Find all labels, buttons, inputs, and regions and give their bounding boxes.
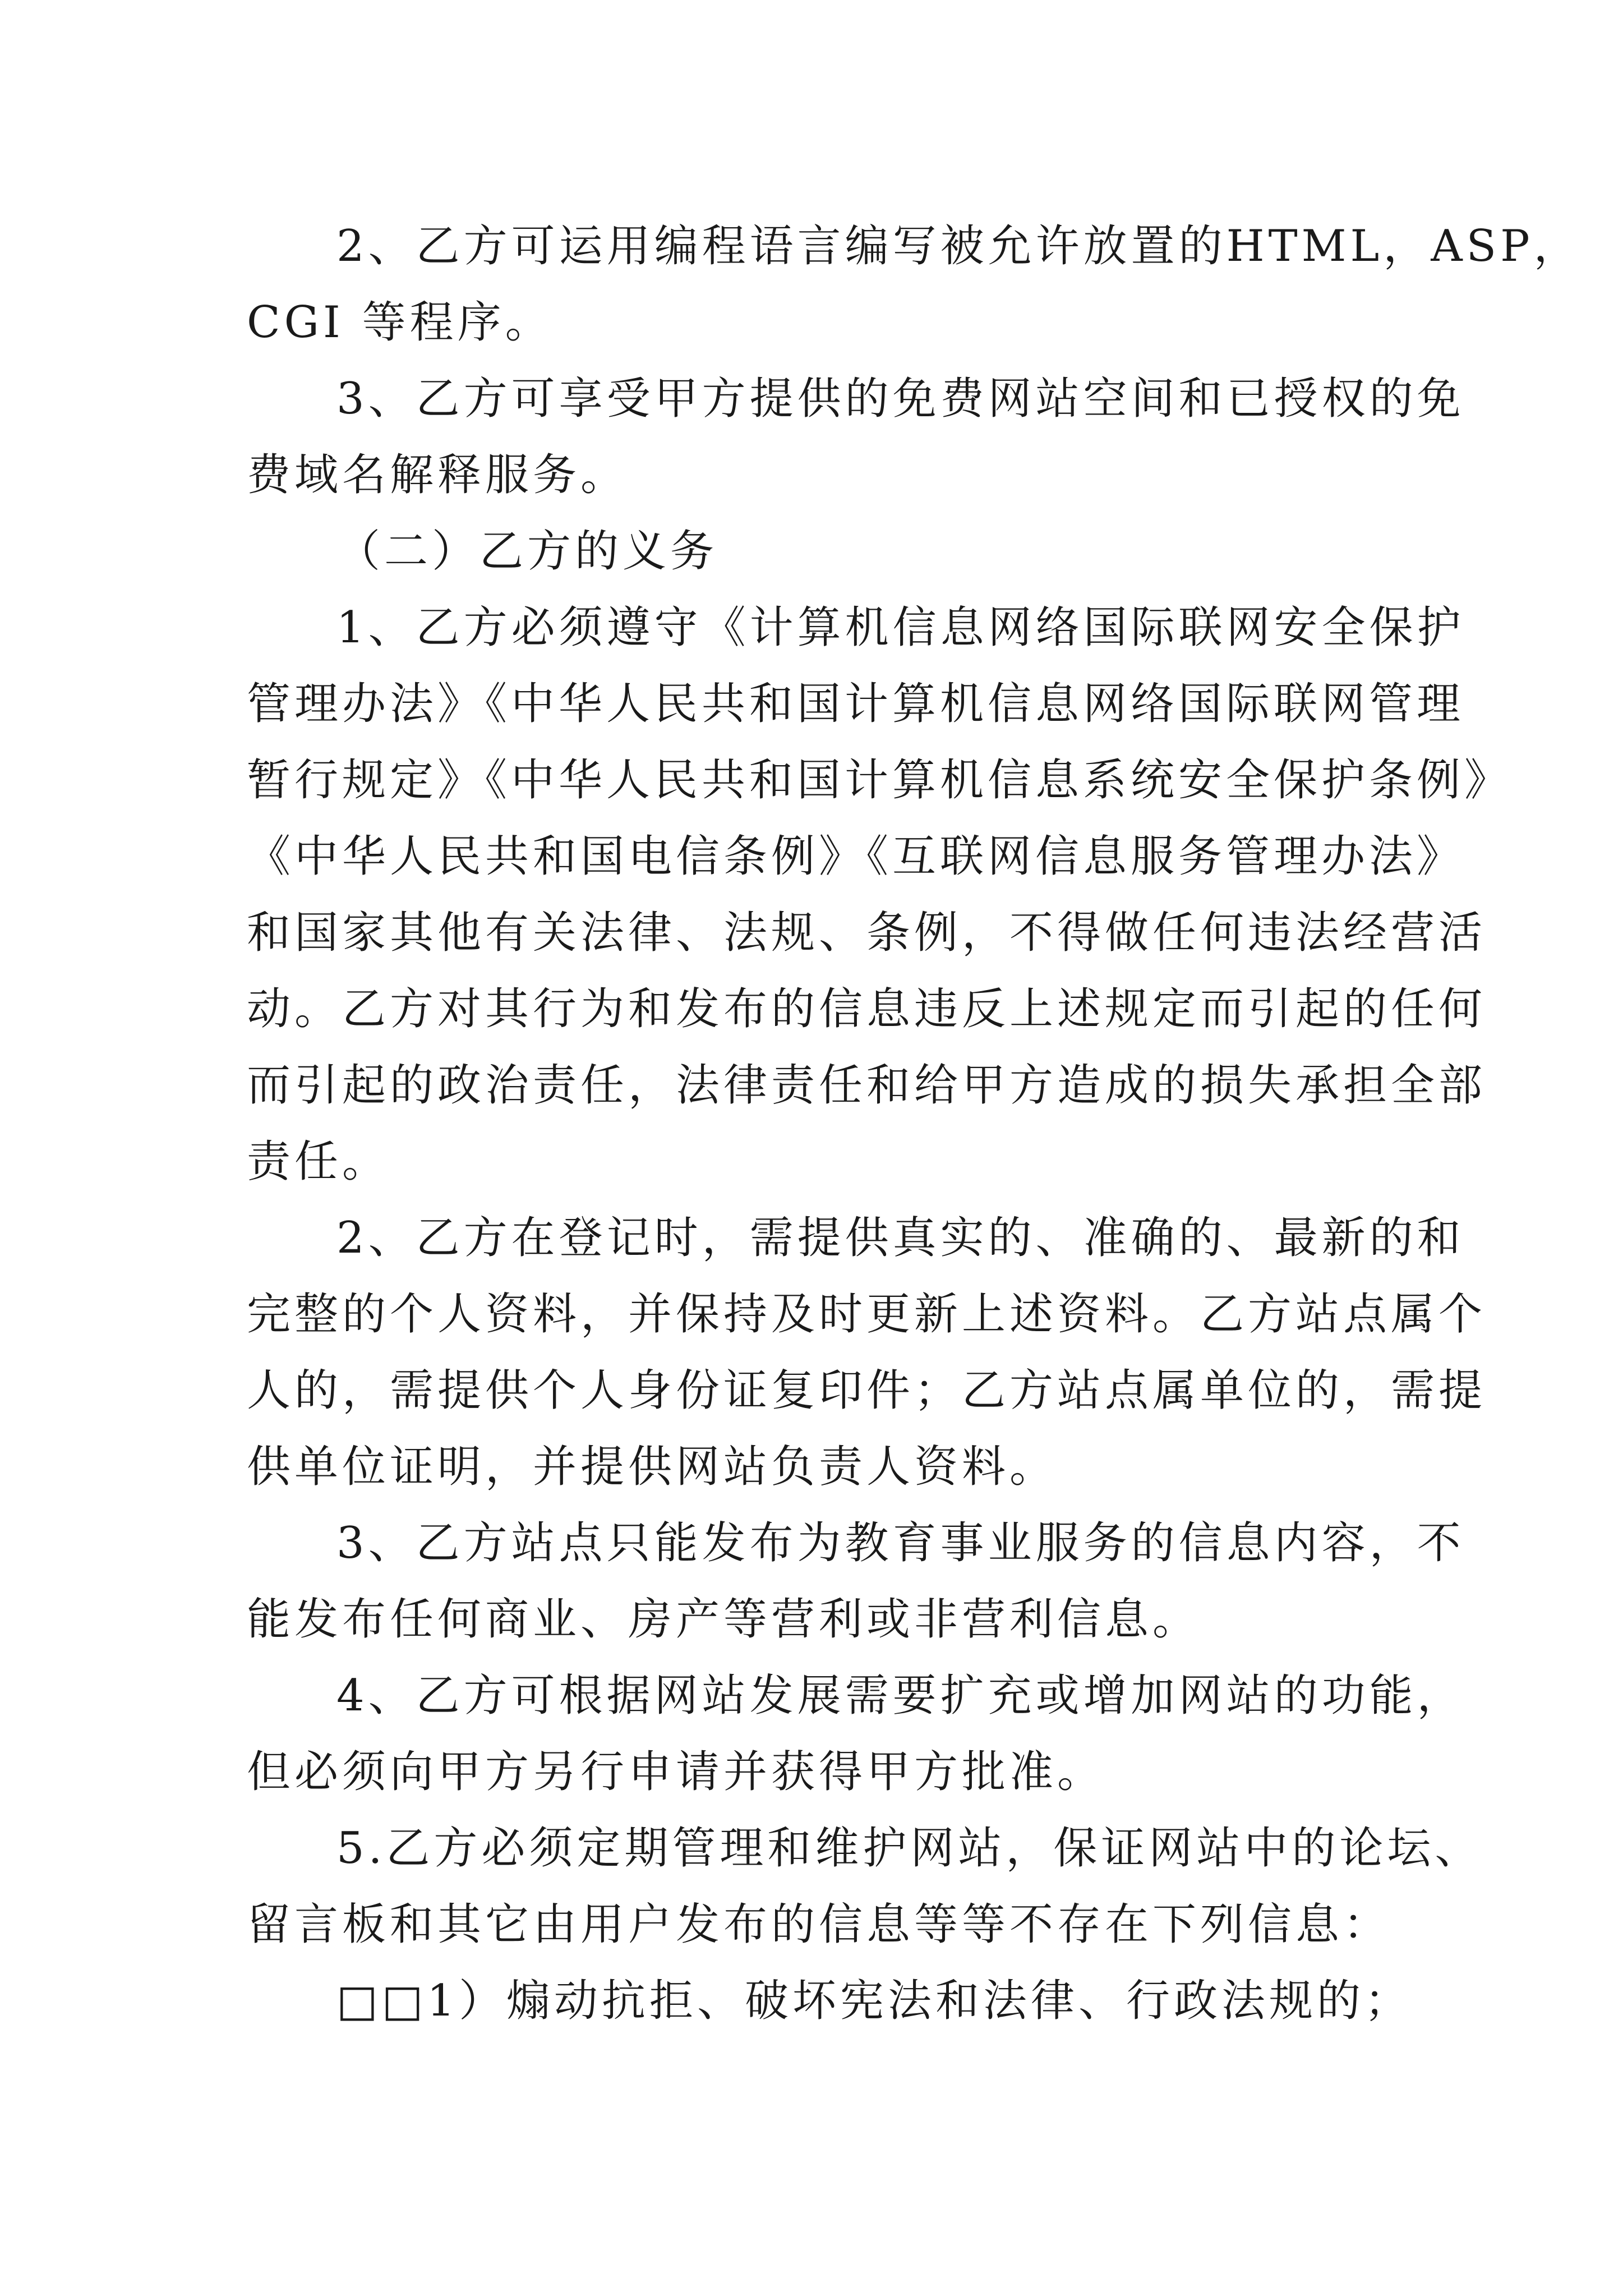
text-line: 4、乙方可根据网站发展需要扩充或增加网站的功能， [336,1671,1465,1721]
text-line: 3、乙方可享受甲方提供的免费网站空间和已授权的免 [336,374,1465,424]
text-line: 和国家其他有关法律、法规、条例，不得做任何违法经营活 [247,908,1487,958]
text-line: 人的，需提供个人身份证复印件；乙方站点属单位的，需提 [247,1365,1487,1416]
text-line: 1、乙方必须遵守《计算机信息网络国际联网安全保护 [336,602,1465,653]
text-line: 责任。 [247,1137,390,1187]
text-line: 供单位证明，并提供网站负责人资料。 [247,1442,1058,1492]
text-line: 留言板和其它由用户发布的信息等等不存在下列信息： [247,1899,1391,1950]
text-line: 完整的个人资料，并保持及时更新上述资料。乙方站点属个 [247,1289,1487,1340]
text-line: 3、乙方站点只能发布为教育事业服务的信息内容，不 [336,1518,1465,1568]
text-line: 但必须向甲方另行申请并获得甲方批准。 [247,1747,1105,1797]
text-line: 《中华人民共和国电信条例》《互联网信息服务管理办法》 [247,831,1465,882]
text-line: 5.乙方必须定期管理和维护网站，保证网站中的论坛、 [336,1823,1483,1874]
text-line: 动。乙方对其行为和发布的信息违反上述规定而引起的任何 [247,984,1487,1034]
text-line: 管理办法》《中华人民共和国计算机信息网络国际联网管理 [247,679,1465,729]
text-line: CGI 等程序。 [247,297,553,348]
text-line: 2、乙方在登记时，需提供真实的、准确的、最新的和 [336,1213,1465,1263]
text-line: □□1）煽动抗拒、破坏宪法和法律、行政法规的； [336,1976,1413,2026]
text-line: 能发布任何商业、房产等营利或非营利信息。 [247,1594,1201,1645]
text-line: 费域名解释服务。 [247,450,629,500]
text-line: 2、乙方可运用编程语言编写被允许放置的HTML，ASP， [336,221,1581,272]
text-line: 暂行规定》《中华人民共和国计算机信息系统安全保护条例》 [247,755,1513,806]
text-line: 而引起的政治责任，法律责任和给甲方造成的损失承担全部 [247,1060,1487,1111]
section-heading: （二）乙方的义务 [336,526,718,577]
